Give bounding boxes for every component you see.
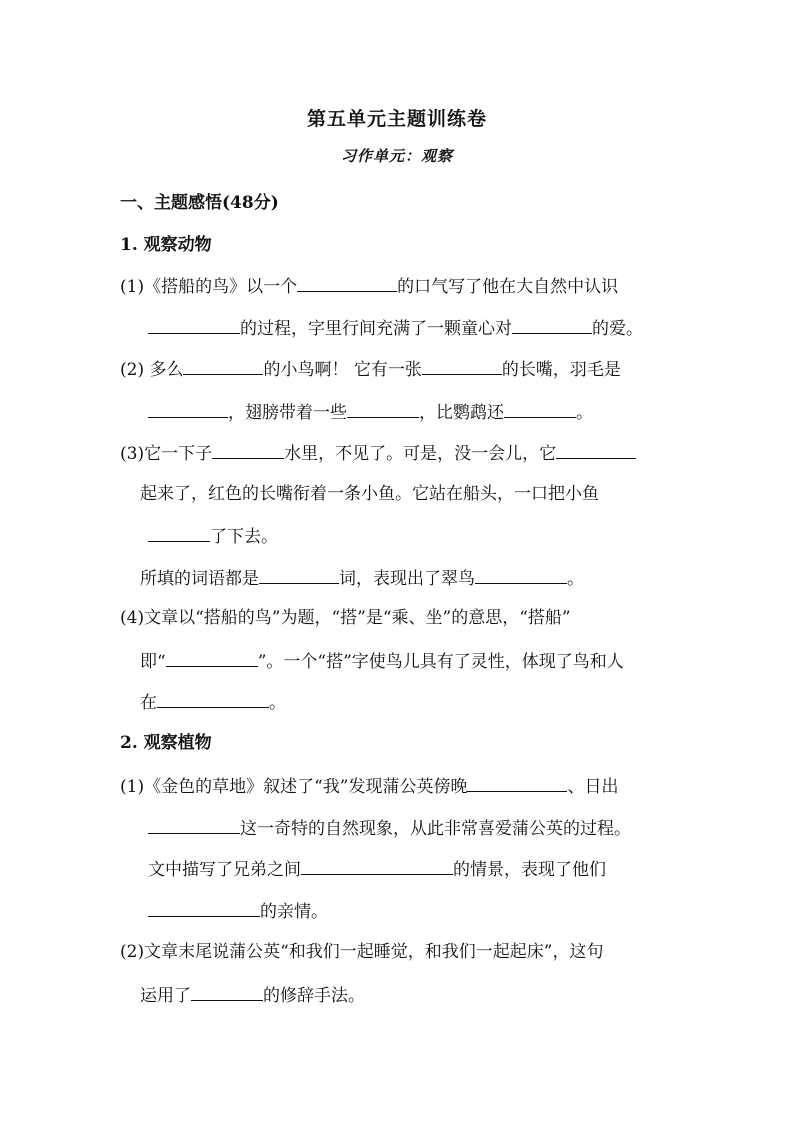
text: 这一奇特的自然现象，从此非常喜爱蒲公英的过程。 [240, 819, 631, 839]
question-4-line-2 [140, 649, 624, 673]
text: 。 [269, 693, 286, 713]
answer-blank[interactable] [512, 316, 592, 334]
text: 在 [140, 693, 157, 713]
text: 的口气写了他在大自然中认识 [397, 277, 619, 297]
question-4-line-3 [140, 690, 286, 714]
text: 文中描写了兄弟之间 [148, 860, 301, 880]
answer-blank[interactable] [148, 400, 228, 418]
text: 运用了 [140, 986, 191, 1006]
text: 、日出 [567, 777, 619, 797]
answer-blank[interactable] [504, 400, 576, 418]
question-3-line-2 [140, 483, 599, 505]
question-3-line-1 [120, 441, 636, 465]
question-5-line-3 [148, 857, 606, 881]
page-title: 第五单元主题训练卷 [306, 108, 487, 130]
text: 起来了，红色的长嘴衔着一条小鱼。它站在船头，一口把小鱼 [140, 484, 599, 504]
text: ，翅膀带着一些 [228, 403, 347, 423]
text: 所填的词语都是 [140, 569, 259, 589]
question-6-line-2 [140, 983, 365, 1007]
page-subtitle: 习作单元：观察 [340, 147, 453, 165]
question-6-line-1 [120, 941, 603, 963]
question-2-line-1 [120, 357, 621, 381]
section-heading: 一、主题感悟(48分) [120, 193, 279, 213]
question-5-line-4 [148, 899, 328, 923]
text: 的亲情。 [260, 902, 328, 922]
answer-blank[interactable] [301, 857, 453, 875]
text: ”。一个“搭”字使鸟儿具有了灵性，体现了鸟和人 [257, 652, 624, 672]
question-1-line-2 [148, 316, 643, 340]
question-3-line-3 [148, 524, 278, 548]
answer-blank[interactable] [467, 774, 567, 792]
part-heading-plants: 2. 观察植物 [120, 733, 212, 753]
answer-blank[interactable] [157, 690, 269, 708]
answer-blank[interactable] [347, 400, 419, 418]
answer-blank[interactable] [183, 357, 263, 375]
text: (1)《搭船的鸟》以一个 [120, 277, 298, 297]
answer-blank[interactable] [148, 524, 210, 542]
text: 的过程，字里行间充满了一颗童心对 [240, 319, 512, 339]
answer-blank[interactable] [148, 899, 260, 917]
question-3-line-4 [140, 566, 584, 590]
answer-blank[interactable] [556, 441, 636, 459]
question-4-line-1 [120, 607, 571, 629]
text: 的长嘴，羽毛是 [501, 360, 621, 380]
text: 词，表现出了翠鸟 [339, 569, 475, 589]
text: 。 [576, 403, 593, 423]
text: 。 [567, 569, 584, 589]
text: 的情景，表现了他们 [453, 860, 606, 880]
question-1-line-1 [120, 274, 618, 298]
text: 的修辞手法。 [263, 986, 365, 1006]
answer-blank[interactable] [259, 566, 339, 584]
question-5-line-1 [120, 774, 618, 798]
question-5-line-2 [148, 816, 631, 840]
text: 即“ [140, 652, 166, 672]
text: 水里，不见了。可是，没一会儿，它 [284, 444, 557, 464]
answer-blank[interactable] [422, 357, 502, 375]
text: (2)文章末尾说蒲公英“和我们一起睡觉，和我们一起起床”，这句 [120, 942, 604, 962]
text: 的爱。 [592, 319, 643, 339]
answer-blank[interactable] [297, 274, 397, 292]
text: ，比鹦鹉还 [419, 403, 504, 423]
answer-blank[interactable] [475, 566, 567, 584]
answer-blank[interactable] [166, 649, 258, 667]
text: (4)文章以“搭船的鸟”为题，“搭”是“乘、坐”的意思，“搭船” [120, 608, 571, 628]
text: 了下去。 [210, 527, 278, 547]
answer-blank[interactable] [191, 983, 263, 1001]
answer-blank[interactable] [148, 816, 240, 834]
question-2-line-2 [148, 400, 593, 424]
text: (2) 多么 [120, 360, 184, 380]
answer-blank[interactable] [148, 316, 240, 334]
answer-blank[interactable] [212, 441, 284, 459]
part-heading-animals: 1. 观察动物 [120, 235, 212, 255]
text: (1)《金色的草地》叙述了“我”发现蒲公英傍晚 [120, 777, 468, 797]
text: (3)它一下子 [120, 444, 213, 464]
text: 的小鸟啊！ 它有一张 [263, 360, 422, 380]
